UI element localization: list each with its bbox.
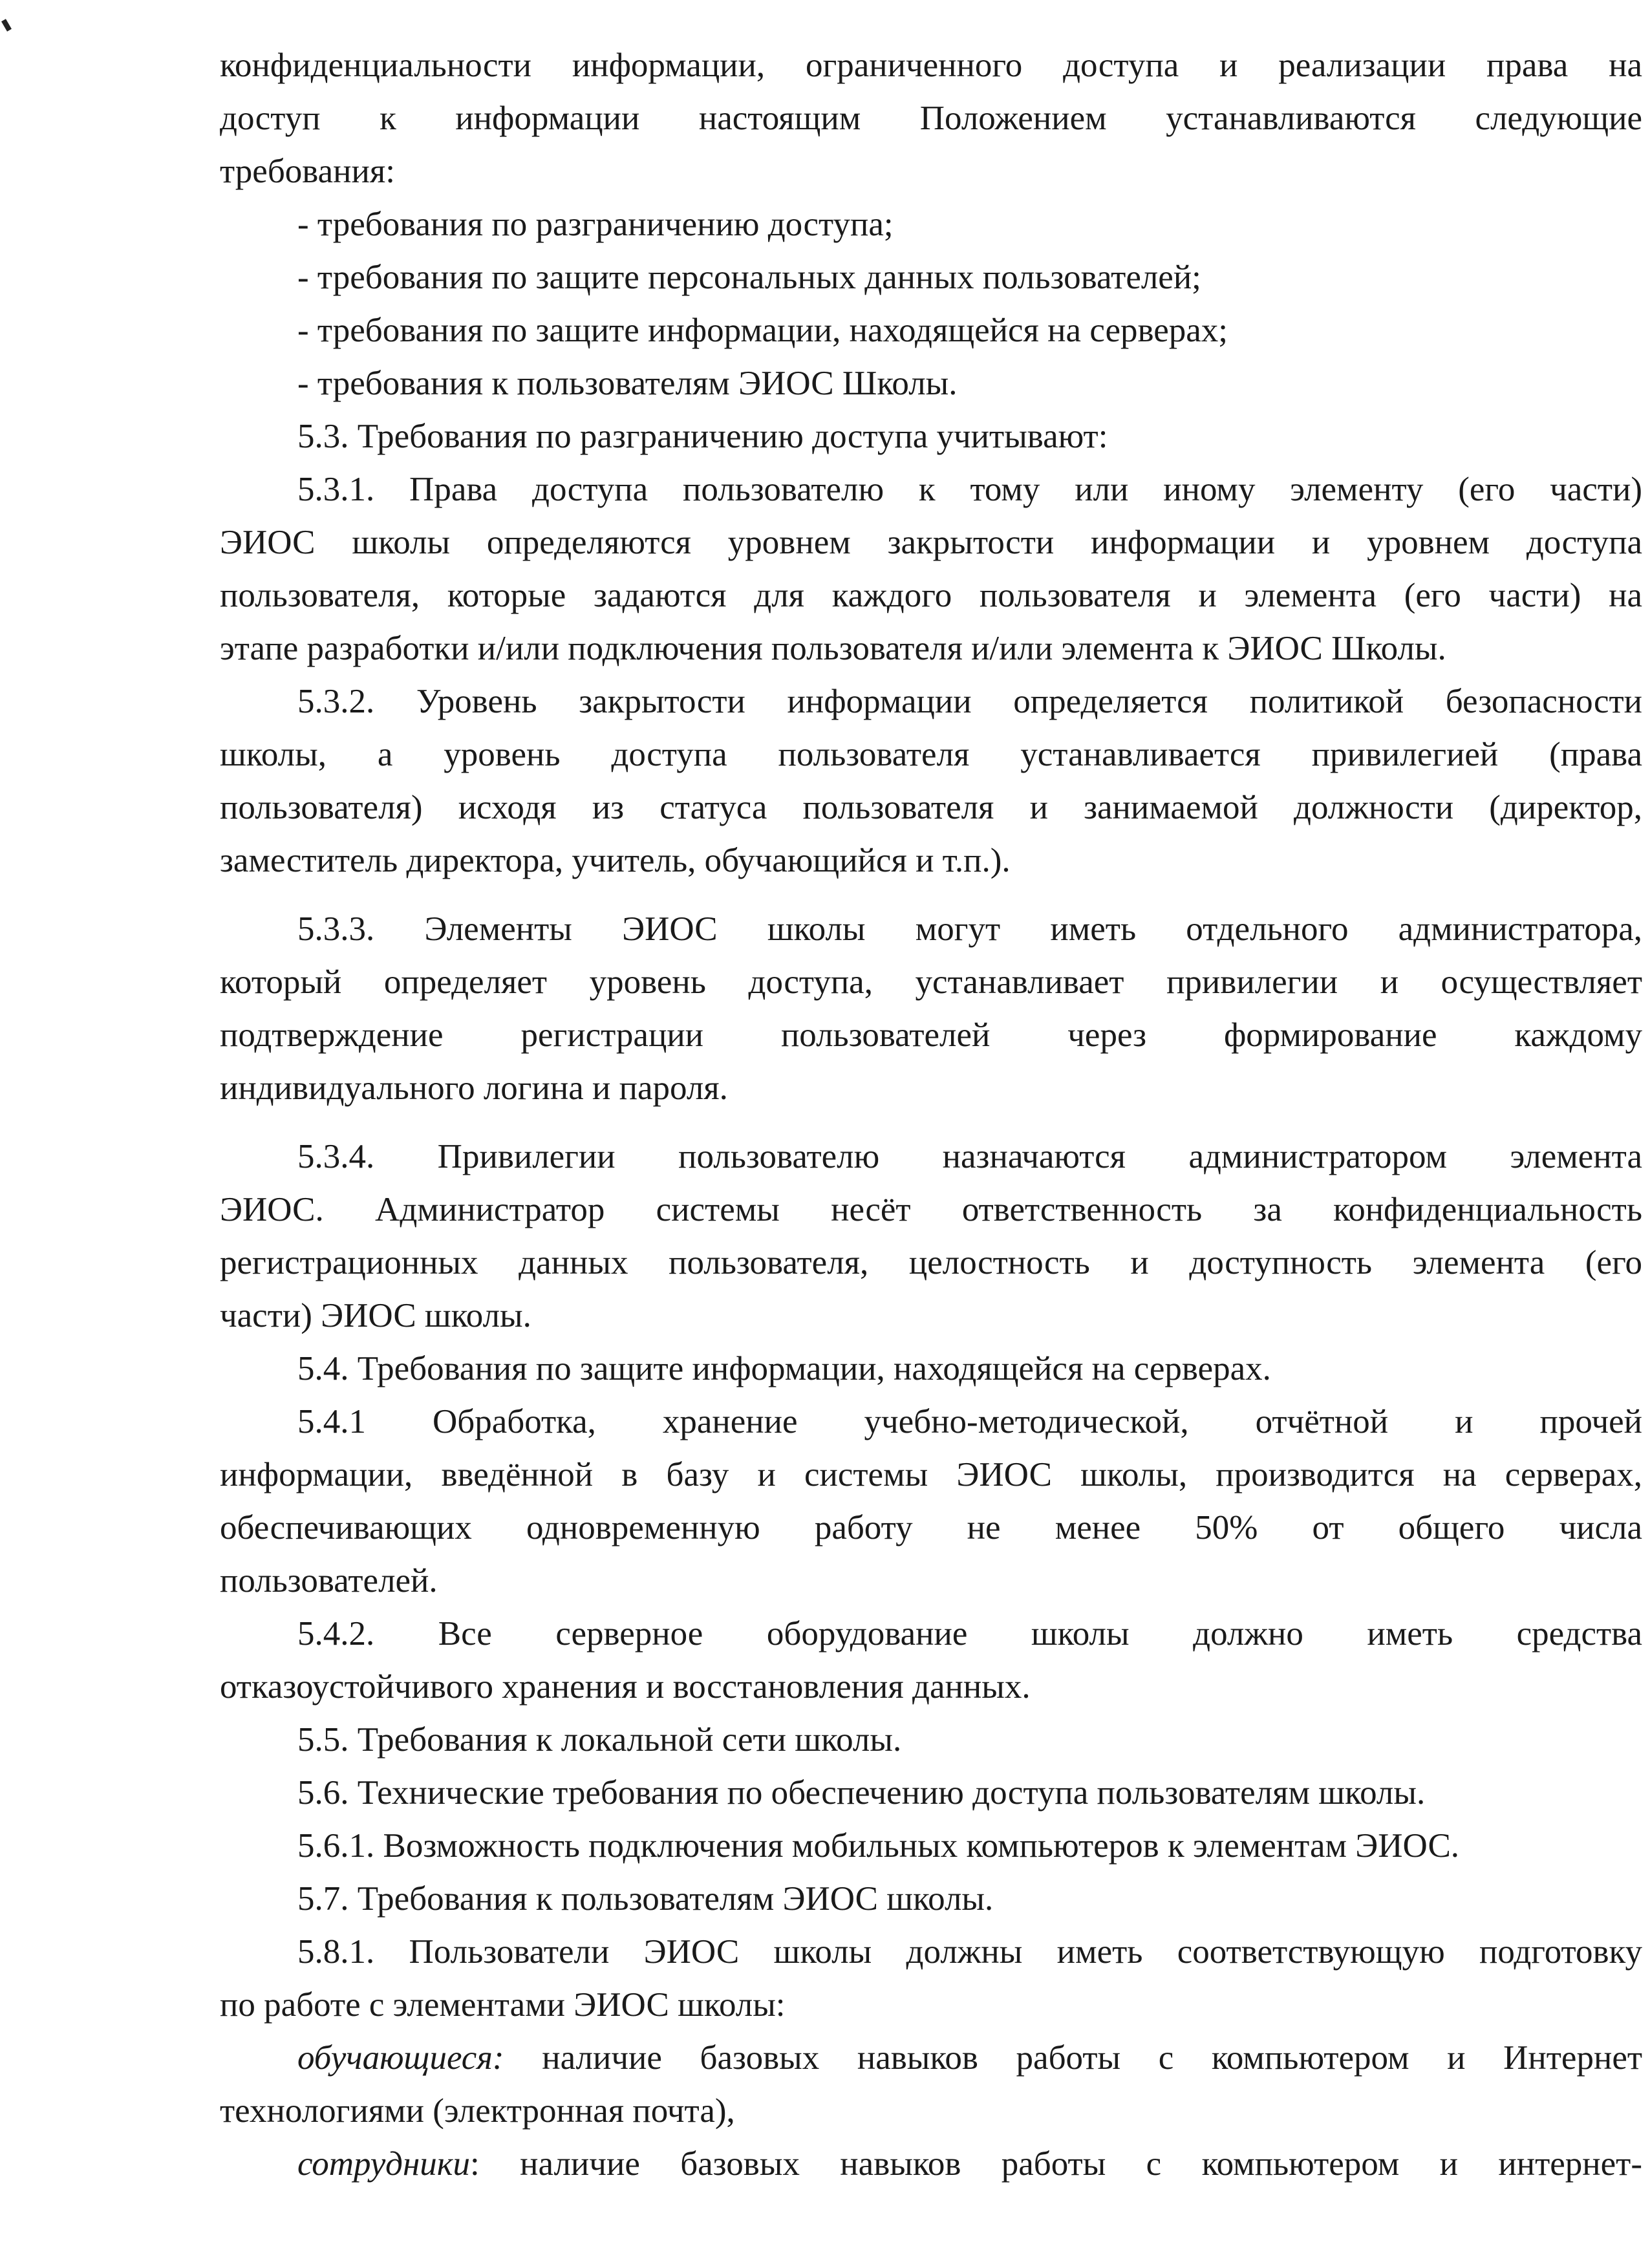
text-line: 5.3.4. Привилегии пользователю назначаются администратором элемента [297, 1138, 1642, 1175]
text-line: пользователя, которые задаются для каждого пользователя и элемента (его части) на [220, 577, 1642, 614]
text-line: 5.6. Технические требования по обеспечению доступа пользователям школы. [297, 1774, 1426, 1812]
document-body [220, 39, 1642, 2031]
text-line: этапе разработки и/или подключения пользователя и/или элемента к ЭИОС Школы. [220, 630, 1446, 667]
paragraph-gap [220, 887, 1642, 903]
text-line: информации, введённой в базу и системы ЭИОС школы, производится на серверах, [220, 1456, 1642, 1493]
text-line: 5.3.3. Элементы ЭИОС школы могут иметь отдельного администратора, [297, 910, 1642, 948]
text-line: ЭИОС школы определяются уровнем закрытости информации и уровнем доступа [220, 524, 1642, 561]
text-line: 5.5. Требования к локальной сети школы. [297, 1721, 902, 1759]
staff-requirement-line [220, 2137, 1642, 2190]
text-line: пользователей. [220, 1562, 438, 1599]
text-line: отказоустойчивого хранения и восстановления данных. [220, 1668, 1031, 1706]
text-line: 5.3.2. Уровень закрытости информации определяется политикой безопасности [297, 683, 1642, 720]
paragraph-gap [220, 1115, 1642, 1130]
text-line: по работе с элементами ЭИОС школы: [220, 1986, 786, 2024]
text-line: регистрационных данных пользователя, целостность и доступность элемента (его [220, 1244, 1642, 1281]
text-line: требования: [220, 153, 395, 190]
text-line: 5.6.1. Возможность подключения мобильных компьютеров к элементам ЭИОС. [297, 1827, 1460, 1865]
text-line: школы, а уровень доступа пользователя устанавливается привилегией (права [220, 736, 1642, 773]
text-line: 5.7. Требования к пользователям ЭИОС школы. [297, 1880, 994, 1918]
scan-artifact-mark [1, 19, 12, 32]
text-line: 5.3. Требования по разграничению доступа учитывают: [297, 418, 1108, 455]
text-line: 5.3.1. Права доступа пользователю к тому или иному элементу (его части) [297, 471, 1642, 508]
text-line: - требования по защите информации, находящейся на серверах; [297, 312, 1228, 349]
text-line: 5.4.2. Все серверное оборудование школы должно иметь средства [297, 1615, 1642, 1653]
text-line: пользователя) исходя из статуса пользователя и занимаемой должности (директор, [220, 789, 1642, 826]
text-line: конфиденциальности информации, ограниченного доступа и реализации права на [220, 47, 1642, 84]
text-line: - требования по защите персональных данных пользователей; [297, 259, 1201, 296]
text-line: подтверждение регистрации пользователей через формирование каждому [220, 1016, 1642, 1054]
text-line: ЭИОС. Администратор системы несёт ответственность за конфиденциальность [220, 1191, 1642, 1228]
students-requirement-text: наличие базовых навыков работы с компьютером и Интернет [542, 2039, 1642, 2077]
staff-term: сотрудники [297, 2145, 471, 2183]
text-line: - требования по разграничению доступа; [297, 206, 894, 243]
text-line: 5.8.1. Пользователи ЭИОС школы должны иметь соответствующую подготовку [297, 1933, 1642, 1971]
text-line: заместитель директора, учитель, обучающийся и т.п.). [220, 842, 1011, 879]
text-line: индивидуального логина и пароля. [220, 1069, 728, 1107]
text-line: 5.4. Требования по защите информации, находящейся на серверах. [297, 1350, 1271, 1387]
text-line: 5.4.1 Обработка, хранение учебно-методической, отчётной и прочей [297, 1403, 1642, 1440]
text-line: который определяет уровень доступа, устанавливает привилегии и осуществляет [220, 963, 1642, 1001]
students-requirement-line [220, 2031, 1642, 2084]
text-line: обеспечивающих одновременную работу не менее 50% от общего числа [220, 1509, 1642, 1546]
students-term: обучающиеся: [297, 2039, 504, 2077]
document-page [220, 39, 1642, 2190]
students-requirement-continuation: технологиями (электронная почта), [220, 2092, 735, 2130]
staff-requirement-text: : наличие базовых навыков работы с компьютером и интернет- [470, 2145, 1642, 2183]
text-line: - требования к пользователям ЭИОС Школы. [297, 365, 958, 402]
text-line: части) ЭИОС школы. [220, 1297, 531, 1334]
text-line: доступ к информации настоящим Положением устанавливаются следующие [220, 100, 1642, 137]
